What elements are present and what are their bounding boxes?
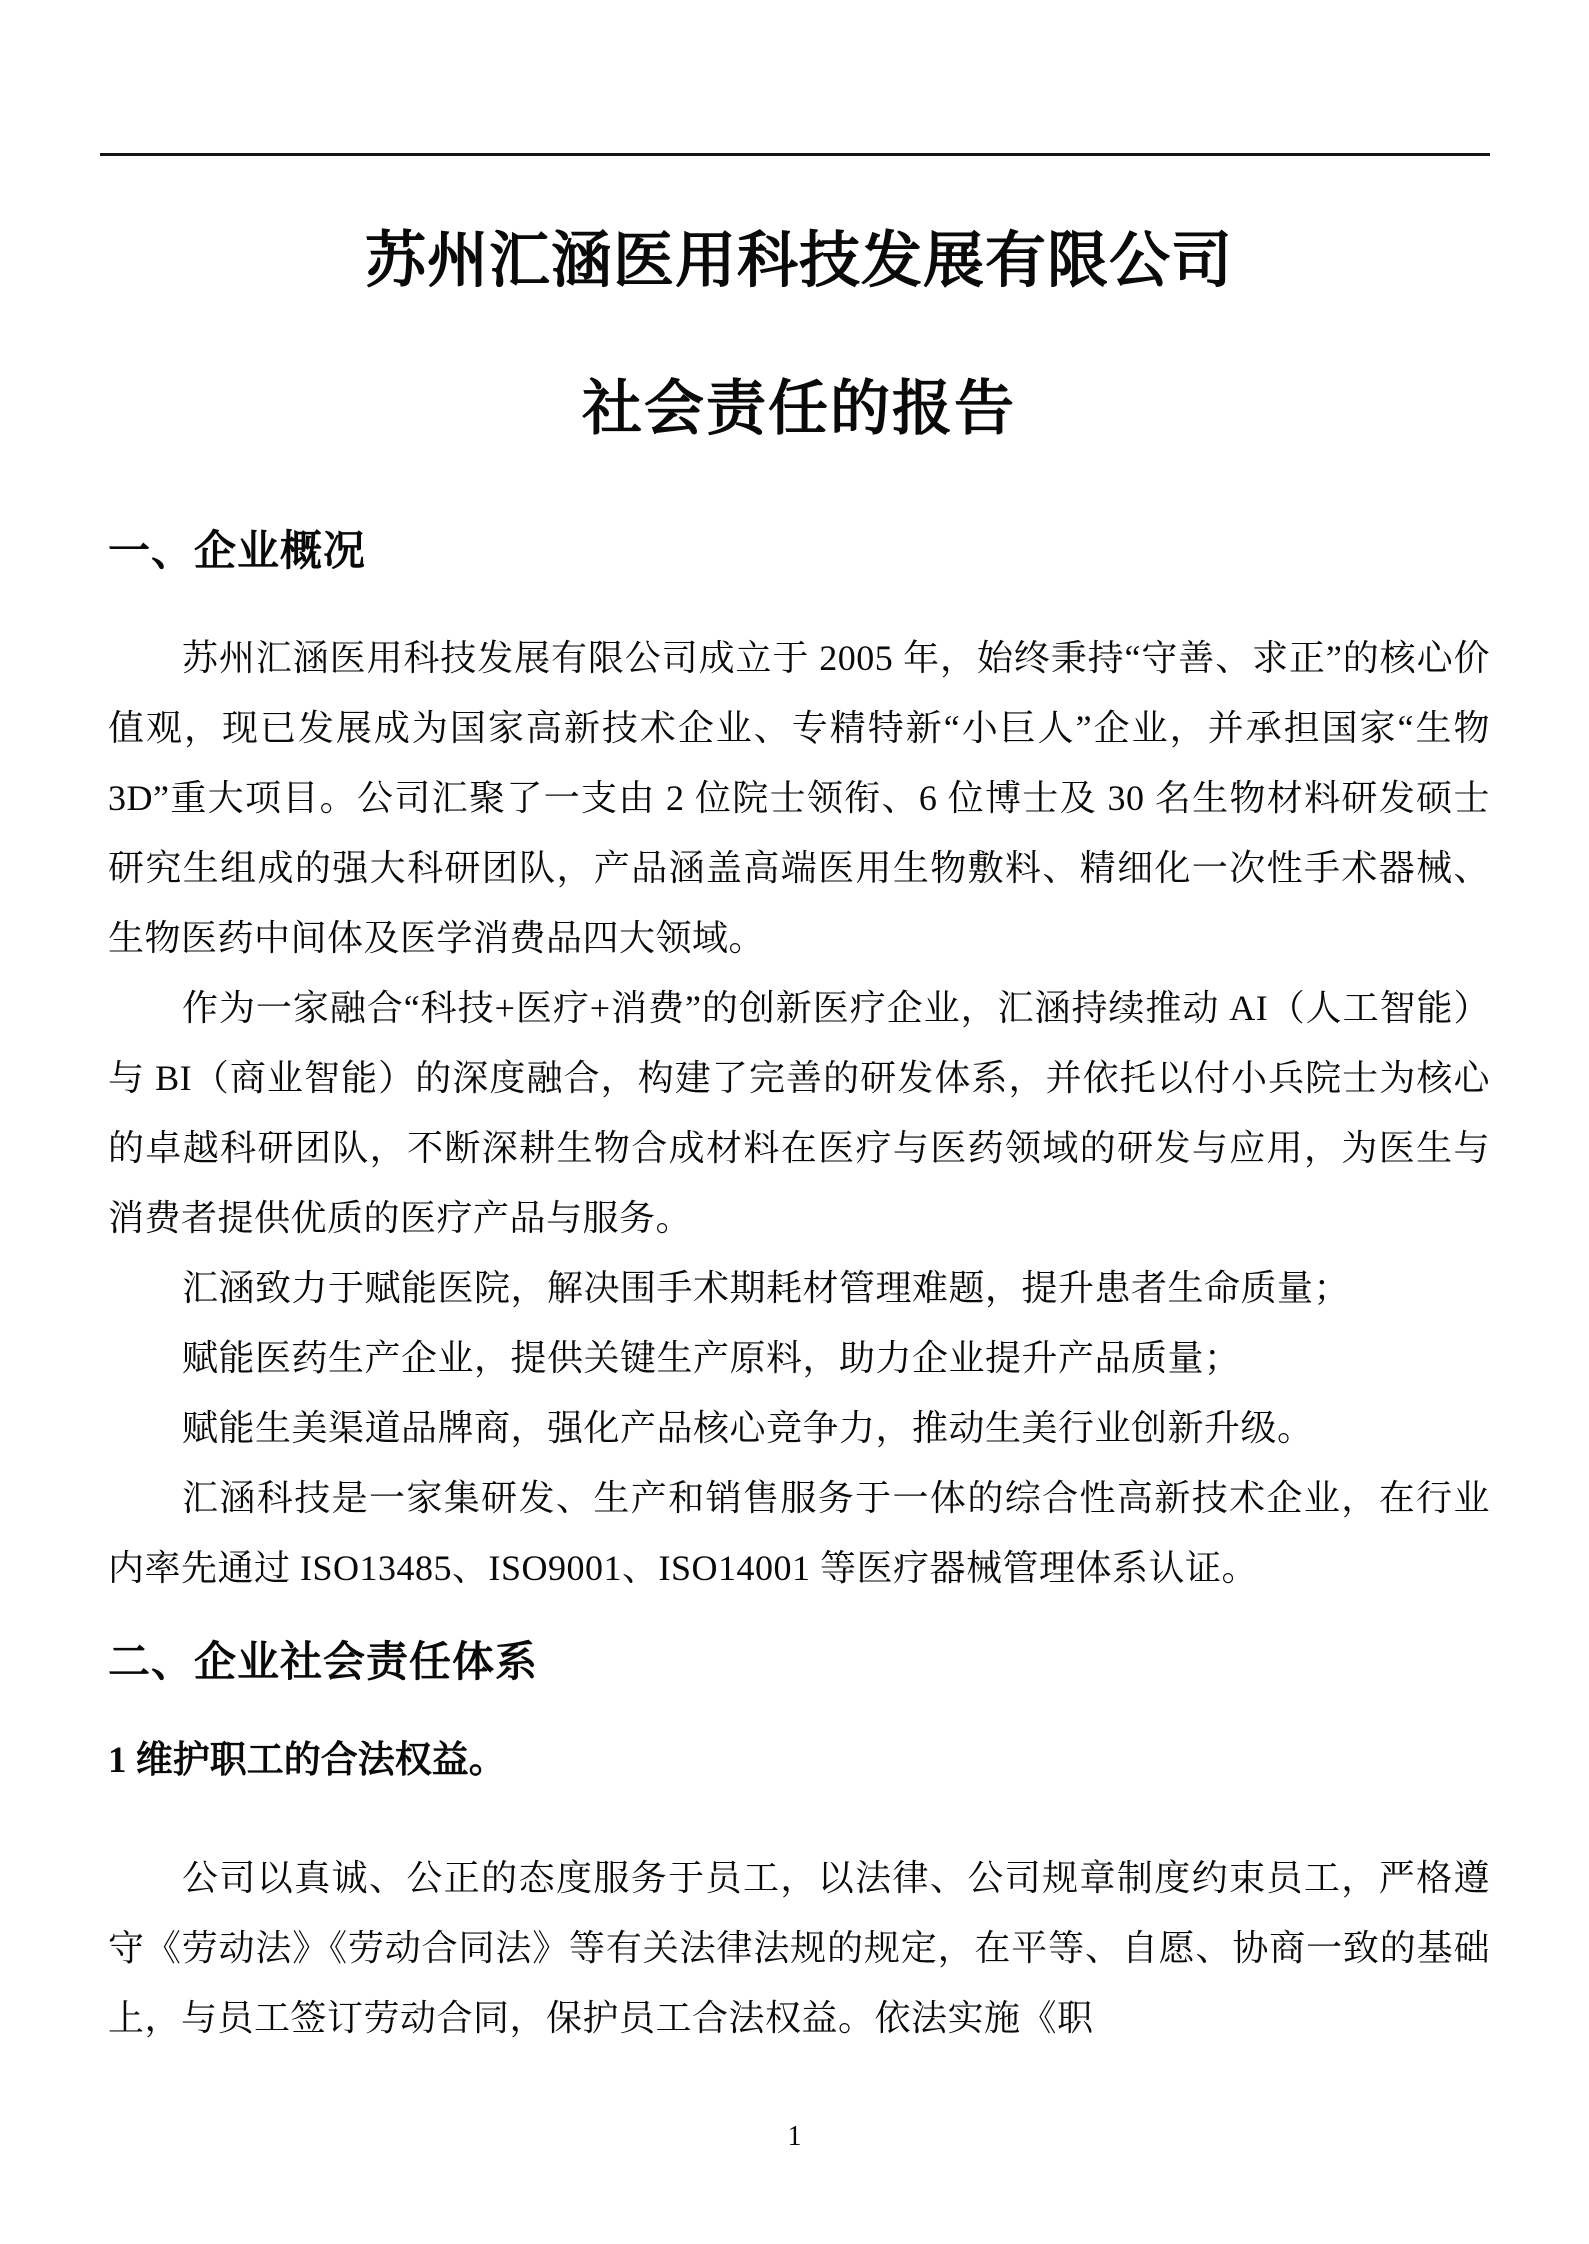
paragraph-certifications: 汇涵科技是一家集研发、生产和销售服务于一体的综合性高新技术企业，在行业内率先通过 ISO13485、ISO9001、ISO14001 等医疗器械管理体系认证。: [108, 1478, 1490, 1588]
section-heading-company-overview: 一、企业概况: [108, 529, 367, 575]
subsection-heading-employee-rights: 1 维护职工的合法权益。: [108, 1740, 506, 1781]
page-number: 1: [787, 2121, 802, 2152]
paragraph-enable-brands: 赋能生美渠道品牌商，强化产品核心竞争力，推动生美行业创新升级。: [182, 1408, 1314, 1448]
document-subtitle: 社会责任的报告: [582, 376, 1016, 442]
document-title: 苏州汇涵医用科技发展有限公司: [364, 228, 1233, 295]
paragraph-enable-hospitals: 汇涵致力于赋能医院，解决围手术期耗材管理难题，提升患者生命质量；: [182, 1268, 1351, 1308]
paragraph-enable-pharma: 赋能医药生产企业，提供关键生产原料，助力企业提升产品质量；: [182, 1338, 1241, 1378]
paragraph-company-intro: 苏州汇涵医用科技发展有限公司成立于 2005 年，始终秉持“守善、求正”的核心价值观，现已发展成为国家高新技术企业、专精特新“小巨人”企业，并承担国家“生物 3D”重大项目。公司汇聚了一支由 2 位院士领衔、6 位博士及 30 名生物材料研发硕士研究生组成的强大科研团队，产品涵盖高端医用生物敷料、精细化一次性手术器械、生物医药中间体及医学消费品四大领域。: [108, 638, 1490, 958]
paragraph-employee-rights: 公司以真诚、公正的态度服务于员工，以法律、公司规章制度约束员工，严格遵守《劳动法》《劳动合同法》等有关法律法规的规定，在平等、自愿、协商一致的基础上，与员工签订劳动合同，保护员工合法权益。依法实施《职: [108, 1858, 1490, 2038]
paragraph-innovation: 作为一家融合“科技+医疗+消费”的创新医疗企业，汇涵持续推动 AI（人工智能）与 BI（商业智能）的深度融合，构建了完善的研发体系，并依托以付小兵院士为核心的卓越科研团队，不断深耕生物合成材料在医疗与医药领域的研发与应用，为医生与消费者提供优质的医疗产品与服务。: [108, 988, 1490, 1238]
section-heading-csr-system: 二、企业社会责任体系: [108, 1640, 539, 1686]
